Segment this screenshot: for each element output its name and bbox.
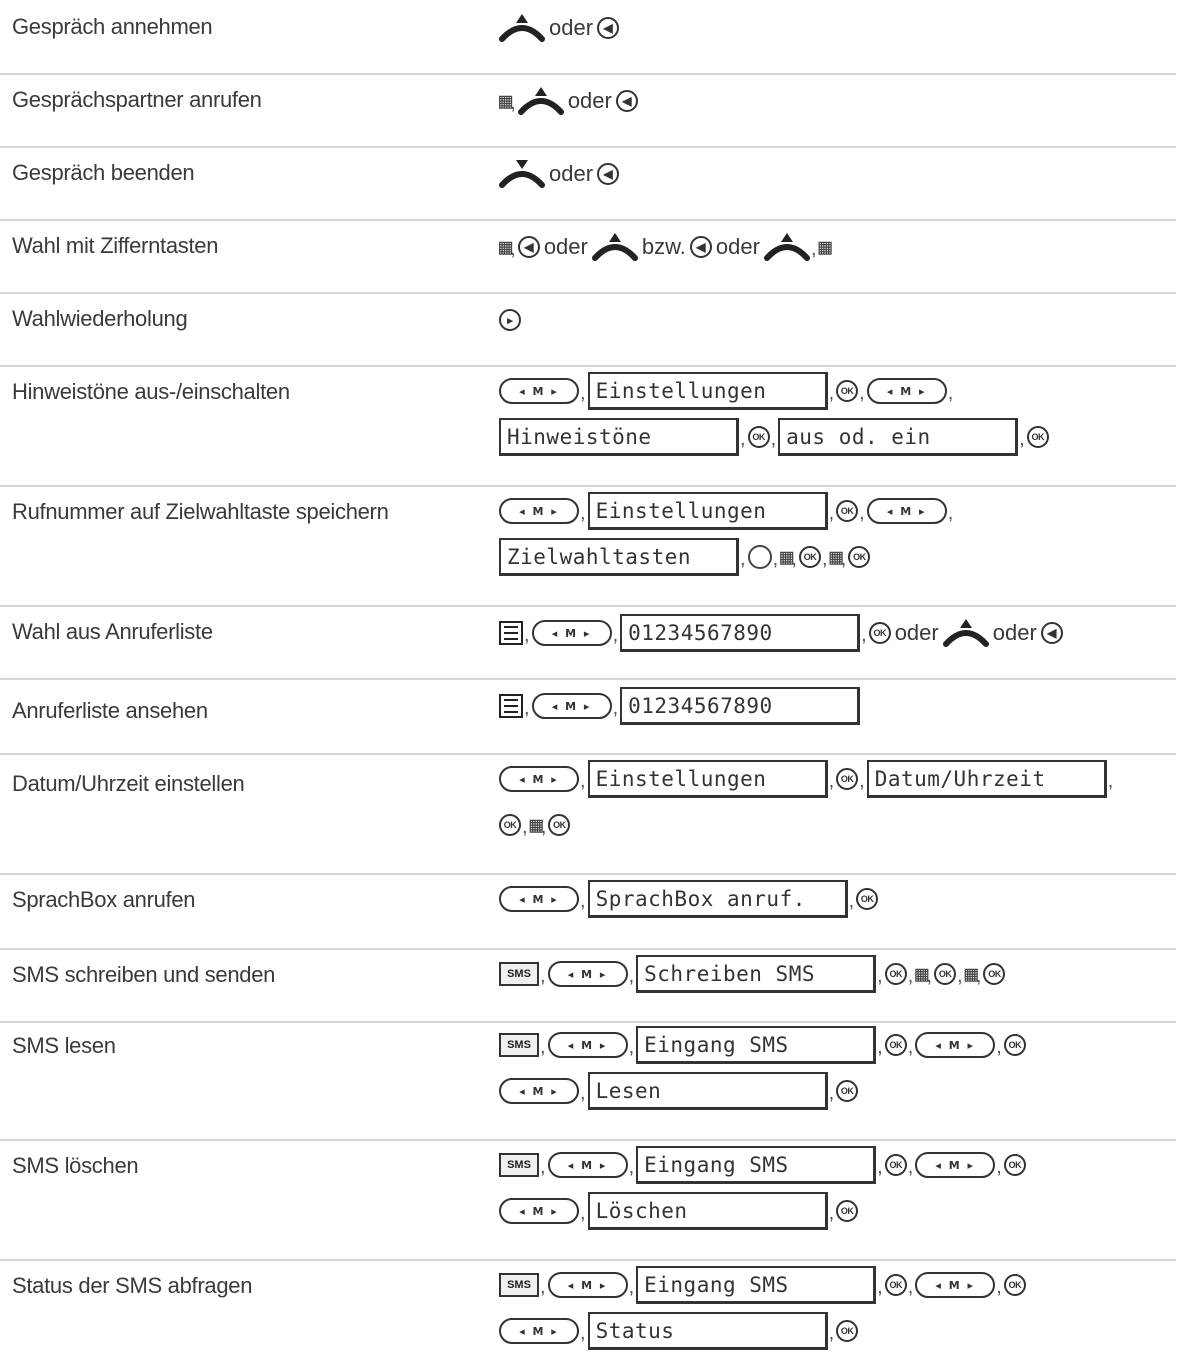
caller-list-key-icon (499, 694, 523, 718)
ok-key-icon: OK (836, 1320, 858, 1342)
table-row (0, 219, 1176, 294)
separator: , (828, 1082, 835, 1104)
display-text-box: 01234567890 (620, 687, 860, 725)
separator: , (540, 1036, 546, 1058)
display-text-box: Einstellungen (588, 372, 828, 410)
menu-navigation-key-icon: ◂ M ▸ (915, 1032, 995, 1058)
display-text-box: SprachBox anruf. (588, 880, 848, 918)
ok-key-icon: OK (885, 1274, 907, 1296)
separator: , (907, 1276, 914, 1298)
speaker-key-icon: ◀ (597, 163, 619, 185)
menu-navigation-key-icon: ◂ M ▸ (915, 1152, 995, 1178)
ok-key-icon: OK (848, 546, 870, 568)
separator: , (1107, 770, 1114, 792)
key-sequence-line-1 (499, 1025, 1026, 1065)
keypad-digits-icon: ▦ (829, 544, 840, 570)
separator: , (996, 1276, 1002, 1298)
display-text-box: Status (588, 1312, 828, 1350)
separator: , (628, 965, 635, 987)
separator: , (740, 428, 746, 450)
ok-key-icon: OK (836, 1080, 858, 1102)
caller-list-key-icon (499, 621, 523, 645)
display-text-box: Einstellungen (588, 492, 828, 530)
separator: , (1019, 428, 1025, 450)
row-label: Wahl mit Zifferntasten (12, 233, 219, 258)
row-label: Gespräch annehmen (12, 14, 213, 39)
table-row (0, 485, 1176, 607)
separator: , (907, 1036, 914, 1058)
display-text-box: Datum/Uhrzeit (867, 760, 1107, 798)
key-sequence-line-2 (499, 537, 870, 577)
ok-key-icon: OK (836, 500, 858, 522)
sms-key-icon: SMS (499, 1153, 539, 1177)
display-text-box: Eingang SMS (636, 1026, 876, 1064)
display-text-box: aus od. ein (778, 418, 1018, 456)
oder-text: oder (543, 234, 588, 259)
ok-key-icon: OK (499, 814, 521, 836)
display-text-box: Zielwahltasten (499, 538, 739, 576)
sms-key-icon: SMS (499, 1033, 539, 1057)
ok-key-icon: OK (885, 1034, 907, 1056)
separator: , (828, 502, 835, 524)
table-row (0, 1021, 1176, 1141)
handset-lift-icon (943, 618, 989, 648)
row-label: SMS lesen (12, 1033, 116, 1058)
separator: , (580, 382, 586, 404)
ok-key-icon: OK (836, 380, 858, 402)
key-sequence (499, 879, 878, 919)
ok-key-icon: OK (1004, 1034, 1026, 1056)
bzw-text: bzw. (641, 234, 686, 259)
key-sequence (499, 300, 521, 340)
separator: , (580, 1322, 586, 1344)
separator: , (996, 1036, 1002, 1058)
separator: , (821, 548, 828, 570)
separator: , (580, 1202, 586, 1224)
keypad-digits-icon: ▦ (499, 234, 510, 260)
handset-lift-icon (592, 232, 638, 262)
separator: , (612, 624, 619, 646)
separator: , (540, 965, 546, 987)
ok-key-icon: OK (856, 888, 878, 910)
ok-key-icon: OK (885, 963, 907, 985)
separator: , (996, 1156, 1002, 1178)
separator: , (510, 238, 516, 260)
display-text-box: Löschen (588, 1192, 828, 1230)
menu-navigation-key-icon: ◂ M ▸ (532, 620, 612, 646)
row-label: SprachBox anrufen (12, 887, 196, 912)
speaker-key-icon: ◀ (518, 236, 540, 258)
handset-lift-icon (764, 232, 810, 262)
key-sequence-line-2 (499, 417, 1049, 457)
separator: , (772, 548, 779, 570)
separator: , (540, 816, 547, 838)
table-row (0, 873, 1176, 950)
ok-key-icon: OK (1004, 1154, 1026, 1176)
separator: , (859, 502, 865, 524)
row-label: Rufnummer auf Zielwahltaste speichern (12, 499, 389, 524)
row-label: Datum/Uhrzeit einstellen (12, 771, 245, 796)
ok-key-icon: OK (869, 622, 891, 644)
menu-navigation-key-icon: ◂ M ▸ (532, 693, 612, 719)
menu-navigation-key-icon: ◂ M ▸ (499, 1198, 579, 1224)
key-sequence-line-2 (499, 1071, 858, 1111)
sms-key-icon: SMS (499, 962, 539, 986)
menu-navigation-key-icon: ◂ M ▸ (548, 1032, 628, 1058)
separator: , (828, 770, 835, 792)
speaker-key-icon: ◀ (1041, 622, 1063, 644)
display-text-box: 01234567890 (620, 614, 860, 652)
menu-navigation-key-icon: ◂ M ▸ (867, 378, 947, 404)
table-row (0, 73, 1176, 148)
keypad-digits-icon: ▦ (529, 812, 540, 838)
key-sequence (499, 613, 1063, 653)
row-label: Gespräch beenden (12, 160, 195, 185)
separator: , (770, 428, 777, 450)
table-row (0, 948, 1176, 1023)
menu-navigation-key-icon: ◂ M ▸ (548, 961, 628, 987)
row-label: Status der SMS abfragen (12, 1273, 253, 1298)
display-text-box: Hinweistöne (499, 418, 739, 456)
menu-navigation-key-icon: ◂ M ▸ (548, 1272, 628, 1298)
key-sequence (499, 686, 860, 726)
separator: , (628, 1156, 635, 1178)
row-label: Wahlwiederholung (12, 306, 188, 331)
menu-navigation-key-icon: ◂ M ▸ (499, 1078, 579, 1104)
keypad-digits-icon: ▦ (915, 961, 926, 987)
display-text-box: Eingang SMS (636, 1146, 876, 1184)
handset-hangup-icon (499, 159, 545, 189)
separator: , (947, 502, 954, 524)
oder-text: oder (567, 88, 612, 113)
separator: , (740, 548, 746, 570)
ok-key-icon: OK (1027, 426, 1049, 448)
display-text-box: Einstellungen (588, 760, 828, 798)
key-sequence (499, 81, 638, 121)
key-sequence (499, 8, 619, 48)
table-row (0, 605, 1176, 680)
separator: , (540, 1276, 546, 1298)
speaker-key-icon: ◀ (616, 90, 638, 112)
row-label: SMS schreiben und senden (12, 962, 276, 987)
key-sequence (499, 154, 619, 194)
keypad-digits-icon: ▦ (964, 961, 975, 987)
separator: , (828, 382, 835, 404)
sms-key-icon: SMS (499, 1273, 539, 1297)
key-sequence-line-1 (499, 371, 955, 411)
ok-key-icon: OK (983, 963, 1005, 985)
key-sequence-line-1 (499, 1145, 1026, 1185)
table-row (0, 678, 1176, 755)
menu-navigation-key-icon: ◂ M ▸ (915, 1272, 995, 1298)
separator: , (859, 770, 865, 792)
speaker-key-icon: ◀ (597, 17, 619, 39)
separator: , (510, 92, 516, 114)
separator: , (522, 816, 528, 838)
display-text-box: Lesen (588, 1072, 828, 1110)
separator: , (580, 890, 586, 912)
menu-navigation-key-icon: ◂ M ▸ (867, 498, 947, 524)
separator: , (580, 1082, 586, 1104)
keypad-digits-icon: ▦ (499, 88, 510, 114)
separator: , (791, 548, 797, 570)
menu-navigation-key-icon: ◂ M ▸ (499, 1318, 579, 1344)
separator: , (580, 770, 586, 792)
separator: , (628, 1276, 635, 1298)
separator: , (540, 1156, 546, 1178)
key-sequence-line-1 (499, 759, 1115, 799)
oder-text: oder (894, 620, 939, 645)
menu-navigation-key-icon: ◂ M ▸ (499, 766, 579, 792)
table-row (0, 1139, 1176, 1261)
key-sequence-line-1 (499, 1265, 1026, 1305)
table-row (0, 146, 1176, 221)
display-text-box: Eingang SMS (636, 1266, 876, 1304)
table-row (0, 0, 1176, 75)
separator: , (524, 624, 530, 646)
speed-dial-key-icon (748, 545, 772, 569)
separator: , (877, 1156, 883, 1178)
keypad-digits-icon: ▦ (818, 234, 829, 260)
separator: , (828, 1322, 835, 1344)
separator: , (810, 238, 817, 260)
table-row (0, 365, 1176, 487)
key-sequence (499, 227, 829, 267)
menu-navigation-key-icon: ◂ M ▸ (499, 886, 579, 912)
ok-key-icon: OK (836, 1200, 858, 1222)
separator: , (877, 1276, 883, 1298)
row-label: Anruferliste ansehen (12, 698, 208, 723)
separator: , (957, 965, 963, 987)
keypad-digits-icon: ▦ (780, 544, 791, 570)
menu-navigation-key-icon: ◂ M ▸ (499, 378, 579, 404)
handset-lift-icon (499, 13, 545, 43)
separator: , (907, 1156, 914, 1178)
ok-key-icon: OK (885, 1154, 907, 1176)
table-row (0, 1259, 1176, 1359)
row-label: Wahl aus Anruferliste (12, 619, 213, 644)
table-row (0, 292, 1176, 367)
key-sequence-line-2 (499, 1191, 858, 1231)
ok-key-icon: OK (934, 963, 956, 985)
key-sequence (499, 954, 1005, 994)
separator: , (947, 382, 954, 404)
separator: , (926, 965, 933, 987)
oder-text: oder (549, 161, 594, 186)
oder-text: oder (715, 234, 760, 259)
speaker-key-icon: ◀ (690, 236, 712, 258)
key-sequence-line-2 (499, 1311, 858, 1351)
row-label: Gesprächspartner anrufen (12, 87, 262, 112)
separator: , (828, 1202, 835, 1224)
separator: , (848, 890, 855, 912)
display-text-box: Schreiben SMS (636, 955, 876, 993)
separator: , (975, 965, 982, 987)
oder-text: oder (549, 15, 594, 40)
ok-key-icon: OK (748, 426, 770, 448)
key-sequence-line-2 (499, 805, 570, 845)
separator: , (580, 502, 586, 524)
ok-key-icon: OK (1004, 1274, 1026, 1296)
separator: , (628, 1036, 635, 1058)
separator: , (861, 624, 867, 646)
table-row (0, 753, 1176, 875)
ok-key-icon: OK (836, 768, 858, 790)
separator: , (877, 965, 883, 987)
ok-key-icon: OK (799, 546, 821, 568)
separator: , (612, 697, 619, 719)
redial-key-icon: ▸ (499, 309, 521, 331)
menu-navigation-key-icon: ◂ M ▸ (548, 1152, 628, 1178)
oder-text: oder (992, 620, 1037, 645)
separator: , (877, 1036, 883, 1058)
menu-navigation-key-icon: ◂ M ▸ (499, 498, 579, 524)
key-sequence-line-1 (499, 491, 955, 531)
separator: , (907, 965, 914, 987)
ok-key-icon: OK (548, 814, 570, 836)
row-label: Hinweistöne aus-/einschalten (12, 379, 290, 404)
separator: , (859, 382, 865, 404)
row-label: SMS löschen (12, 1153, 139, 1178)
separator: , (524, 697, 530, 719)
separator: , (840, 548, 847, 570)
handset-lift-icon (518, 86, 564, 116)
